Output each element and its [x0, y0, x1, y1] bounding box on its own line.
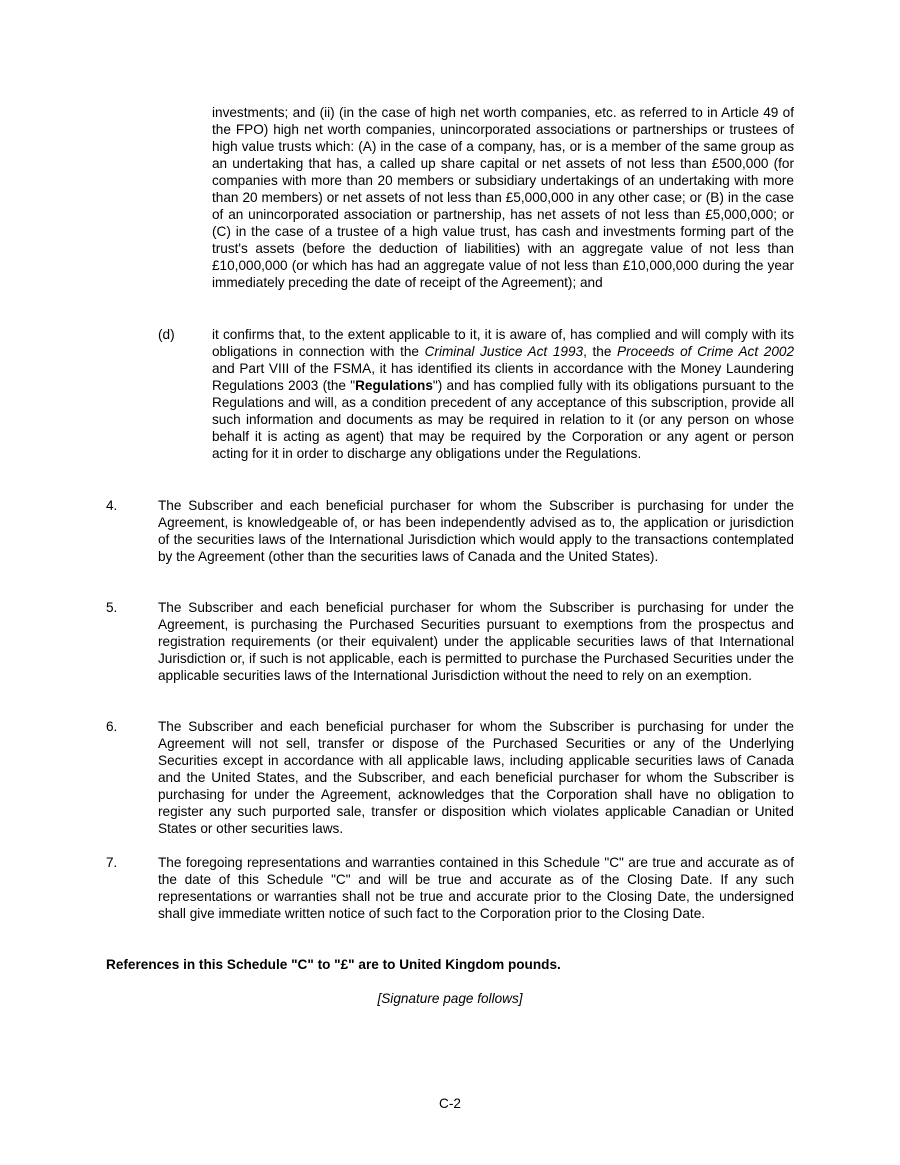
item-number: 5.: [106, 600, 118, 615]
sub-item-text: it confirms that, to the extent applicable to it, it is aware of, has complied and will comply with its obligations in connection with the: [212, 327, 794, 359]
item-number: 7.: [106, 855, 118, 870]
page-number: C-2: [439, 1096, 461, 1111]
item-body: The Subscriber and each beneficial purchaser for whom the Subscriber is purchasing for under the Agreement, is knowledgeable of, or has been independently advised as to, the application or jurisdiction of the securities laws of the International Jurisdiction which would apply to the transactions contemplated by the Agreement (other than the securities laws of Canada and the United States).: [158, 498, 794, 564]
numbered-item-4: [106, 497, 794, 565]
act-title-proceeds-of-crime: Proceeds of Crime Act 2002: [617, 344, 794, 359]
item-number: 4.: [106, 498, 118, 513]
sub-item-text: and Part VIII of the FSMA, it has identified its clients in accordance with the Money Laundering Regulations 2003 (the ": [212, 361, 794, 393]
sub-item-text: , the: [583, 344, 618, 359]
sub-item-body: [212, 326, 794, 462]
numbered-item-6: [106, 718, 794, 837]
item-body: The foregoing representations and warranties contained in this Schedule "C" are true and accurate as of the date of this Schedule "C" and will be true and accurate as of the Closing Date. If any such representations or warranties shall not be true and accurate prior to the Closing Date, the undersigned shall give immediate written notice of such fact to the Corporation prior to the Closing Date.: [158, 855, 794, 921]
numbered-item-7: [106, 854, 794, 922]
defined-term-regulations: Regulations: [355, 378, 433, 393]
numbered-item-5: [106, 599, 794, 684]
references-note: References in this Schedule "C" to "£" are to United Kingdom pounds.: [106, 957, 561, 972]
item-number: 6.: [106, 719, 118, 734]
signature-note: [Signature page follows]: [377, 991, 523, 1006]
continued-paragraph: investments; and (ii) (in the case of high net worth companies, etc. as referred to in Article 49 of the FPO) high net worth companies, unincorporated associations or partnerships or trustees of high value trusts which: (A) in the case of a company, has, or is a member of the same group as an undertaking that has, a called up share capital or net assets of not less than £500,000 (for companies with more than 20 members or subsidiary undertakings of an undertaking with more than 20 members) or net assets of not less than £5,000,000 in any other case; or (B) in the case of an unincorporated association or partnership, has net assets of not less than £5,000,000; or (C) in the case of a trustee of a high value trust, has cash and investments forming part of the trust's assets (before the deduction of liabilities) with an aggregate value of not less than £10,000,000 (or which has had an aggregate value of not less than £10,000,000 during the year immediately preceding the date of receipt of the Agreement); and: [212, 105, 794, 290]
act-title-criminal-justice: Criminal Justice Act 1993: [424, 344, 584, 359]
sub-item-number: (d): [158, 327, 175, 342]
sub-item-d: [158, 326, 794, 462]
item-body: The Subscriber and each beneficial purchaser for whom the Subscriber is purchasing for under the Agreement, is purchasing the Purchased Securities pursuant to exemptions from the prospectus and registration requirements (or their equivalent) under the applicable securities laws of that International Jurisdiction or, if such is not applicable, each is permitted to purchase the Purchased Securities under the applicable securities laws of the International Jurisdiction without the need to rely on an exemption.: [158, 600, 794, 683]
sub-item-text: ") and has complied fully with its obligations pursuant to the Regulations and will, as a condition precedent of any acceptance of this subscription, provide all such information and documents as may be required in relation to it (or any person on whose behalf it is acting as agent) that may be required by the Corporation or any agent or person acting for it in order to discharge any obligations under the Regulations.: [212, 378, 794, 461]
item-body: The Subscriber and each beneficial purchaser for whom the Subscriber is purchasing for under the Agreement will not sell, transfer or dispose of the Purchased Securities or any of the Underlying Securities except in accordance with all applicable laws, including applicable securities laws of Canada and the United States, and the Subscriber, and each beneficial purchaser for whom the Subscriber is purchasing for under the Agreement, acknowledges that the Corporation shall have no obligation to register any such purported sale, transfer or disposition which violates applicable Canadian or United States or other securities laws.: [158, 719, 794, 836]
